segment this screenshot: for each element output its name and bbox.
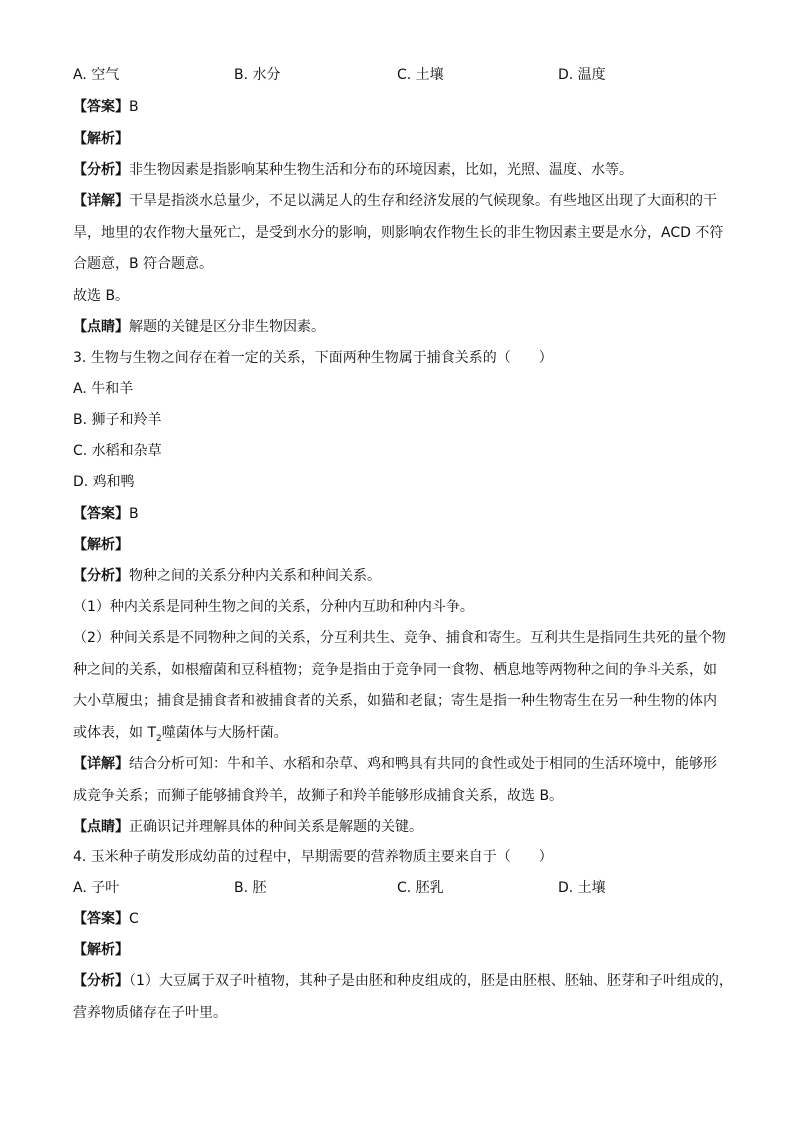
q2-jiexi-heading: 【解析】 <box>73 131 129 147</box>
dianjing-tag: 【点睛】 <box>73 819 129 835</box>
q2-answer <box>73 98 139 116</box>
q3-point2 <box>73 623 726 749</box>
point2-last-sub: 2 <box>156 733 162 744</box>
answer-tag: 【答案】 <box>73 99 129 115</box>
q4-fenxi <box>73 966 733 1029</box>
q4-option-c: C. 胚乳 <box>397 880 444 896</box>
q2-options <box>73 66 723 84</box>
q4-options <box>73 879 723 897</box>
q2-option-c: C. 土壤 <box>397 67 444 83</box>
point2-line: 种之间的关系，如根瘤菌和豆科植物；竞争是指由于竞争同一食物、栖息地等两物种之间的争斗关系，如 <box>73 661 717 678</box>
fenxi-text: 非生物因素是指影响某种生物生活和分布的环境因素，比如，光照、温度、水等。 <box>129 162 633 178</box>
xiangjie-tag: 【详解】 <box>73 193 129 209</box>
q3-fenxi <box>73 567 381 585</box>
xiangjie-line: 合题意，B 符合题意。 <box>73 256 214 272</box>
q3-dianjing <box>73 818 423 836</box>
q2-option-d: D. 温度 <box>558 67 606 83</box>
q3-stem: 3. 生物与生物之间存在着一定的关系，下面两种生物属于捕食关系的（ ） <box>73 350 553 366</box>
fenxi-line <box>73 966 733 998</box>
q4-jiexi-heading: 【解析】 <box>73 942 129 958</box>
q3-option-d: D. 鸡和鸭 <box>73 474 135 490</box>
answer-value: B <box>129 506 139 522</box>
q3-point1: （1）种内关系是同种生物之间的关系，分种内互助和种内斗争。 <box>73 599 474 615</box>
q4-option-d: D. 土壤 <box>558 880 606 896</box>
q2-option-b: B. 水分 <box>234 67 281 83</box>
q3-option-c: C. 水稻和杂草 <box>73 443 162 459</box>
fenxi-line: 营养物质储存在子叶里。 <box>73 1004 227 1021</box>
answer-value: C <box>129 911 139 927</box>
point2-line <box>73 718 723 750</box>
answer-tag: 【答案】 <box>73 911 129 927</box>
xiangjie-line <box>73 186 723 218</box>
answer-value: B <box>129 99 139 115</box>
fenxi-tag: 【分析】 <box>73 568 129 584</box>
q3-answer <box>73 505 139 523</box>
xiangjie-line: 旱，地里的农作物大量死亡，是受到水分的影响，则影响农作物生长的非生物因素主要是水分，ACD 不符 <box>73 224 724 241</box>
q4-option-a: A. 子叶 <box>73 880 120 896</box>
q4-answer <box>73 910 139 928</box>
fenxi-text: （1）大豆属于双子叶植物，其种子是由胚和种皮组成的，胚是由胚根、胚轴、胚芽和子叶组成的， <box>129 973 733 989</box>
fenxi-tag: 【分析】 <box>73 973 129 989</box>
q2-conclusion: 故选 B。 <box>73 288 130 304</box>
q3-jiexi-heading: 【解析】 <box>73 537 129 553</box>
q2-option-a: A. 空气 <box>73 67 120 83</box>
q3-option-a: A. 牛和羊 <box>73 381 134 397</box>
xiangjie-line: 成竞争关系；而狮子能够捕食羚羊，故狮子和羚羊能够形成捕食关系，故选 B。 <box>73 787 564 804</box>
point2-last-pre: 或体表，如 T <box>73 724 157 741</box>
point2-line: （2）种间关系是不同物种之间的关系，分互利共生、竞争、捕食和寄生。互利共生是指同生共死的量个物 <box>73 630 726 646</box>
dianjing-text: 正确识记并理解具体的种间关系是解题的关键。 <box>129 819 423 835</box>
q4-option-b: B. 胚 <box>234 880 267 896</box>
fenxi-text: 物种之间的关系分种内关系和种间关系。 <box>129 568 381 584</box>
q4-stem: 4. 玉米种子萌发形成幼苗的过程中，早期需要的营养物质主要来自于（ ） <box>73 849 553 865</box>
dianjing-text: 解题的关键是区分非生物因素。 <box>129 319 325 335</box>
xiangjie-line <box>73 749 723 781</box>
point2-line: 大小草履虫；捕食是捕食者和被捕食者的关系，如猫和老鼠；寄生是指一种生物寄生在另一种生物的体内 <box>73 693 717 709</box>
xiangjie-tag: 【详解】 <box>73 756 129 772</box>
xiangjie-text: 结合分析可知：牛和羊、水稻和杂草、鸡和鸭具有共同的食性或处于相同的生活环境中，能够形 <box>129 756 717 772</box>
answer-tag: 【答案】 <box>73 506 129 522</box>
q2-dianjing <box>73 318 325 336</box>
point2-last-post: 噬菌体与大肠杆菌。 <box>161 724 288 741</box>
fenxi-tag: 【分析】 <box>73 162 129 178</box>
xiangjie-text: 干旱是指淡水总量少，不足以满足人的生存和经济发展的气候现象。有些地区出现了大面积的干 <box>129 193 717 209</box>
q3-option-b: B. 狮子和羚羊 <box>73 412 162 428</box>
q3-xiangjie <box>73 749 723 812</box>
q2-xiangjie <box>73 186 723 281</box>
dianjing-tag: 【点睛】 <box>73 319 129 335</box>
q2-fenxi <box>73 161 633 179</box>
